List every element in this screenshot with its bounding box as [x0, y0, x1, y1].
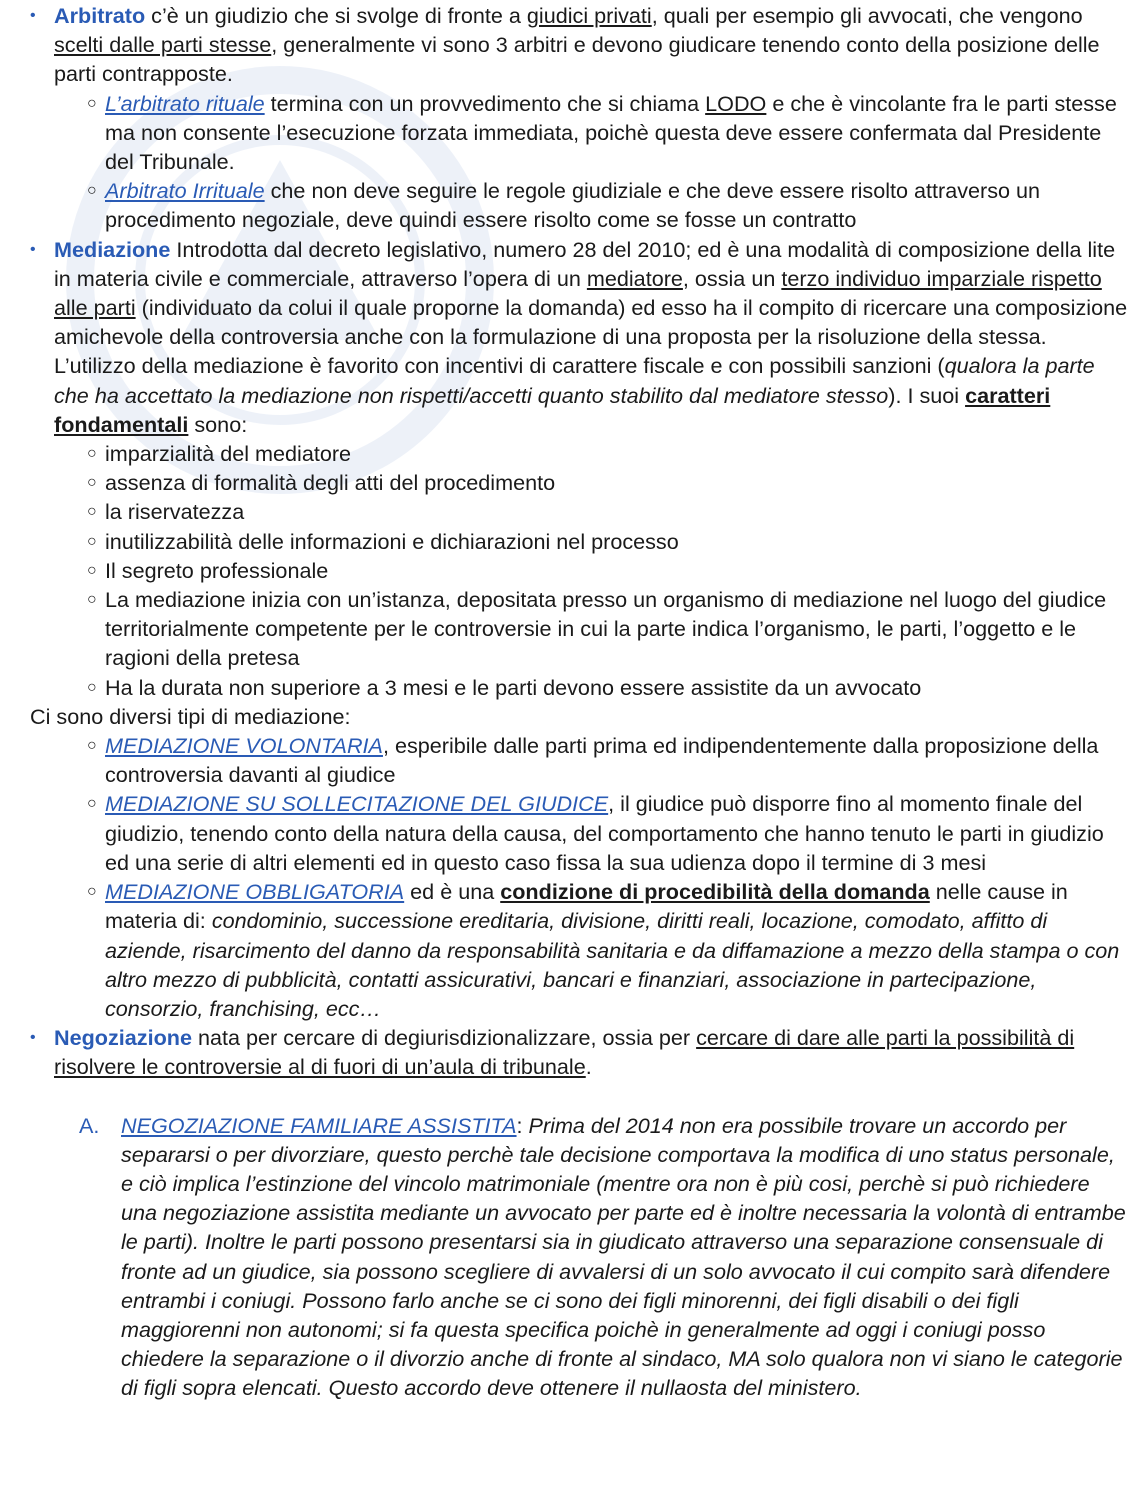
circle-bullet-icon: ○	[87, 445, 97, 463]
circle-bullet-icon: ○	[87, 94, 97, 112]
link-mediazione-volontaria[interactable]: MEDIAZIONE VOLONTARIA	[105, 733, 383, 759]
item-negoziazione-familiare: A. NEGOZIAZIONE FAMILIARE ASSISTITA: Prima del 2014 non era possibile trovare un accordo per separarsi o per divorziare, questo perchè tale decisione comportava la modifica di uno status personale, e ciò implica l’estinzione del vincolo matrimoniale (mentre ora non è più cosi, perchè si può richiedere una negoziazione assistita mediante un avvocato per parte ed è inoltre necessaria la volontà di entrambe le parti). Inoltre le parti possono presentarsi sia in giudicato attraverso una separazione consensuale di fronte ad un giudice, sia possono scegliere di avvalersi di un solo avvocato il cui compito sarà difendere entrambi i coniugi. Possono farlo anche se ci sono dei figli minorenni, dei figli disabili o dei figli maggiorenni non autonomi; si fa questa specifica poichè in generalmente ad oggi i coniugi posso chiedere la separazione o il divorzio anche di fronte al sindaco, MA solo qualora non vi siano le categorie di figli sopra elencati. Questo accordo deve ottenere il nullaosta del ministero.	[79, 1112, 1126, 1401]
caratteri-item: ○ inutilizzabilità delle informazioni e dichiarazioni nel processo	[30, 527, 1130, 556]
bullet-arbitrato: • Arbitrato c’è un giudizio che si svolge di fronte a giudici privati, quali per esempio gli avvocati, che vengono scelti dalle parti stesse, generalmente vi sono 3 arbitri e devono giudicare tenendo conto della posizione delle parti contrapposte.	[30, 3, 1100, 87]
caratteri-item: ○ imparzialità del mediatore	[30, 439, 1130, 468]
bullet-mediazione: • Mediazione Introdotta dal decreto legislativo, numero 28 del 2010; ed è una modalità di composizione della lite in materia civile e commerciale, attraverso l’opera di un mediatore, ossia un terzo individuo imparziale rispetto alle parti (individuato da colui il quale proporne la domanda) ed esso ha il compito di ricercare una composizione amichevole della controversia anche con la formulazione di una proposta per la risoluzione della stessa. L’utilizzo della mediazione è favorito con incentivi di carattere fiscale e con possibili sanzioni (qualora la parte che ha accettato la mediazione non rispetti/accetti quanto stabilito dal mediatore stesso). I suoi caratteri fondamentali sono:	[30, 236, 1128, 437]
link-arbitrato-rituale[interactable]: L’arbitrato rituale	[105, 90, 265, 116]
circle-bullet-icon: ○	[87, 737, 97, 755]
link-negoziazione-familiare[interactable]: NEGOZIAZIONE FAMILIARE ASSISTITA	[121, 1112, 517, 1138]
caratteri-item: ○ Ha la durata non superiore a 3 mesi e le parti devono essere assistite da un avvocato	[30, 673, 1130, 702]
circle-bullet-icon: ○	[87, 591, 97, 609]
link-mediazione-sollecitazione[interactable]: MEDIAZIONE SU SOLLECITAZIONE DEL GIUDICE	[105, 791, 609, 817]
term-arbitrato: Arbitrato	[54, 3, 146, 28]
link-arbitrato-irrituale[interactable]: Arbitrato Irrituale	[105, 178, 265, 204]
caratteri-item: ○ la riservatezza	[30, 497, 1130, 526]
circle-bullet-icon: ○	[87, 561, 97, 579]
bullet-dot-icon: •	[30, 240, 36, 258]
bullet-negoziazione: • Negoziazione nata per cercare di degiurisdizionalizzare, ossia per cercare di dare alle parti la possibilità di risolvere le controversie al di fuori di un’aula di tribunale.	[30, 1025, 1075, 1080]
term-mediazione: Mediazione	[54, 236, 171, 262]
circle-bullet-icon: ○	[87, 474, 97, 492]
circle-bullet-icon: ○	[87, 795, 97, 813]
sub-arbitrato-irrituale: ○ Arbitrato Irrituale che non deve seguire le regole giudiziale e che deve essere risolto attraverso un procedimento negoziale, deve quindi essere risolto come se fosse un contratto	[87, 178, 1041, 233]
caratteri-item: ○ Il segreto professionale	[30, 556, 1130, 585]
tipi-intro: Ci sono diversi tipi di mediazione:	[30, 703, 351, 729]
circle-bullet-icon: ○	[87, 678, 97, 696]
bullet-dot-icon: •	[30, 7, 36, 24]
circle-bullet-icon: ○	[87, 182, 97, 200]
term-negoziazione: Negoziazione	[54, 1025, 192, 1051]
circle-bullet-icon: ○	[87, 883, 97, 901]
sub-mediazione-volontaria: ○ MEDIAZIONE VOLONTARIA, esperibile dalle parti prima ed indipendentemente dalla proposizione della controversia davanti al giudice	[87, 733, 1099, 788]
sub-mediazione-sollecitazione: ○ MEDIAZIONE SU SOLLECITAZIONE DEL GIUDICE, il giudice può disporre fino al momento finale del giudizio, tenendo conto della natura della causa, del comportamento che hanno tenuto le parti in giudizio ed una serie di altri elementi ed in questo caso fissa la sua udienza dopo il termine di 3 mesi	[87, 791, 1104, 875]
list-letter: A.	[79, 1112, 100, 1138]
circle-bullet-icon: ○	[87, 503, 97, 521]
caratteri-item: ○ assenza di formalità degli atti del procedimento	[30, 468, 1130, 497]
document-page	[30, 1, 1130, 1403]
bullet-dot-icon: •	[30, 1029, 36, 1047]
circle-bullet-icon: ○	[87, 532, 97, 550]
caratteri-item: ○ La mediazione inizia con un’istanza, depositata presso un organismo di mediazione nel luogo del giudice territorialmente competente per le controversie in cui la parte indica l’organismo, le parti, l’oggetto e le ragioni della pretesa	[87, 587, 1107, 671]
sub-arbitrato-rituale: ○ L’arbitrato rituale termina con un provvedimento che si chiama LODO e che è vincolante fra le parti stesse ma non consente l’esecuzione forzata immediata, poichè questa deve essere confermata dal Presidente del Tribunale.	[87, 90, 1117, 175]
sub-mediazione-obbligatoria: ○ MEDIAZIONE OBBLIGATORIA ed è una condizione di procedibilità della domanda nelle cause in materia di: condominio, successione ereditaria, divisione, diritti reali, locazione, comodato, affitto di aziende, risarcimento del danno da responsabilità sanitaria e da diffamazione a mezzo della stampa o con altro mezzo di pubblicità, contatti assicurativi, bancari e finanziari, associazione in partecipazione, consorzio, franchising, ecc…	[87, 879, 1120, 1021]
link-mediazione-obbligatoria[interactable]: MEDIAZIONE OBBLIGATORIA	[105, 879, 405, 905]
